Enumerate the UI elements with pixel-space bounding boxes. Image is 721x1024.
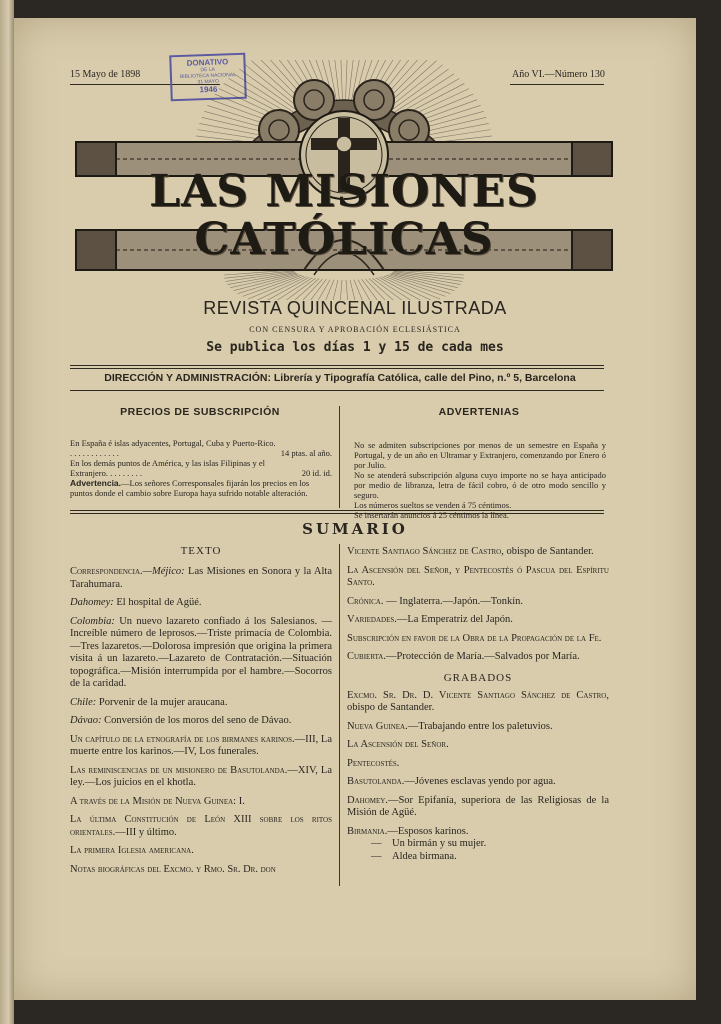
entry-rest: — Inglaterra.—Japón.—Tonkín. xyxy=(383,595,523,607)
entry-lead: Crónica. xyxy=(347,595,384,607)
texto-entry xyxy=(70,616,332,691)
sumario-divider xyxy=(339,544,340,886)
entry-rest: Un birmán y su mujer. xyxy=(392,838,487,849)
stamp-line-1: DONATIVO xyxy=(186,57,229,68)
sun-ray xyxy=(320,280,334,300)
texto-entry xyxy=(347,565,609,590)
entry-rest: Conversión de los moros del seno de Dávao. xyxy=(101,715,292,726)
texto-entry xyxy=(70,697,332,710)
entry-rest: obispo de Santander. xyxy=(503,546,594,557)
entry-rest: Porvenir de la mujer araucana. xyxy=(96,696,228,708)
advertencia-note xyxy=(70,478,332,498)
precio-row-price: 14 ptas. al año. xyxy=(280,448,332,458)
entry-lead: Pentecostés. xyxy=(347,757,400,769)
issue-date: 15 Mayo de 1898 xyxy=(70,69,141,80)
entry-lead: Excmo. Sr. Dr. D. Vicente Santiago Sánchez de Castro, xyxy=(347,689,609,701)
administration-address: DIRECCIÓN Y ADMINISTRACIÓN: Librería y Tipografía Católica, calle del Pino, n.º 5, Barcelona xyxy=(104,372,576,384)
grabado-entry xyxy=(347,690,609,715)
texto-list xyxy=(70,566,332,882)
sun-ray xyxy=(226,272,295,282)
entry-rest: obispo de Santander. xyxy=(347,702,435,713)
entry-lead: Vicente Santiago Sánchez de Castro, xyxy=(347,546,504,557)
entry-lead: Dahomey. xyxy=(347,794,388,806)
texto-entry xyxy=(70,566,332,591)
grabado-subentry xyxy=(347,838,609,851)
texto-entry xyxy=(347,614,609,627)
sun-ray xyxy=(345,60,348,105)
precio-row-text: En los demás puntos de América, y las islas Filipinas y el Extranjero. . . . . . . . . xyxy=(70,458,266,478)
entry-lead: Basutolanda. xyxy=(347,776,405,787)
entry-rest: —Trabajando entre los paletuvios. xyxy=(407,720,553,732)
entry-lead: Nueva Guinea. xyxy=(347,720,408,732)
advertencias-heading: ADVERTENIAS xyxy=(438,406,520,418)
precio-row-text: En España é islas adyacentes, Portugal, Cuba y Puerto-Rico. . . . . . . . . . . . . xyxy=(70,438,276,458)
texto-entry xyxy=(70,734,332,759)
texto-entry xyxy=(70,796,332,809)
texto-continued-list xyxy=(347,546,609,863)
entry-rest: Aldea birmana. xyxy=(392,850,457,862)
grabado-entry xyxy=(347,739,609,752)
entry-lead: La Ascensión del Señor, y Pentecostés ó Pascua del Espíritu Santo. xyxy=(347,564,609,588)
texto-entry xyxy=(347,596,609,609)
precio-row xyxy=(70,458,332,478)
stamp-line-5: 1946 xyxy=(199,84,218,95)
grabado-entry xyxy=(347,795,609,820)
entry-lead: A través de la Misión de Nueva Guinea: xyxy=(70,795,237,807)
sumario-rule xyxy=(70,510,604,514)
entry-lead: La primera Iglesia americana. xyxy=(70,845,194,856)
grabado-entry xyxy=(347,721,609,734)
subtitle: REVISTA QUINCENAL ILUSTRADA xyxy=(203,298,507,318)
stamp-line-3: BIBLIOTECA NACIONAL xyxy=(179,72,237,80)
grabados-heading: GRABADOS xyxy=(443,671,513,684)
advertencia-line: Se insertarán anuncios á 25 céntimos la línea. xyxy=(354,510,509,520)
entry-lead: La Ascensión del Señor. xyxy=(347,739,449,750)
texto-entry xyxy=(70,597,332,610)
stamp-line-4: 31 MAYO xyxy=(197,78,219,86)
entry-lead: Notas biográficas del Excmo. y Rmo. Sr. Dr. don xyxy=(70,863,276,875)
grabado-entry xyxy=(347,758,609,771)
texto-entry xyxy=(70,845,332,858)
entry-rest: I. xyxy=(236,795,245,807)
address-rule-bottom xyxy=(70,390,604,391)
issue-number: Año VI.—Número 130 xyxy=(512,69,605,80)
sun-ray xyxy=(365,279,395,300)
schedule-line: Se publica los días 1 y 15 de cada mes xyxy=(206,340,504,355)
entry-rest: Un nuevo lazareto confiado á los Salesianos. —Increíble número de leprosos.—Triste primacía de Colombia.—Tres lazaretos.—Dolorosa impresión que origina la primera visita á un lazareto.—Lazareto de Contratación.—Situación topográfica.—Misión interrumpida por el hambre.—Socorros de la caridad. xyxy=(70,615,332,689)
newspaper-page xyxy=(14,18,696,1000)
texto-heading: TEXTO xyxy=(180,545,222,557)
texto-entry xyxy=(347,651,609,664)
entry-place: Dahomey: xyxy=(70,597,114,608)
masthead xyxy=(74,60,614,300)
advertencia-line: No se admiten subscripciones por menos de un semestre en España y Portugal, y de un año en Ultramar y Extranjero, comenzando por Enero ó por Julio. xyxy=(354,440,606,470)
precios-heading: PRECIOS DE SUBSCRIPCIÓN xyxy=(120,406,280,418)
texto-entry xyxy=(347,633,609,646)
entry-rest: —Esposos karinos. xyxy=(387,825,469,837)
texto-entry xyxy=(70,715,332,728)
sun-ray xyxy=(393,272,462,282)
entry-lead: Birmania. xyxy=(347,825,388,837)
sumario-title: SUMARIO xyxy=(302,520,408,538)
sun-ray xyxy=(339,280,342,300)
masthead-title: LAS MISIONES CATÓLICAS xyxy=(149,166,539,265)
grabado-entry xyxy=(347,776,609,789)
entry-lead: Un capítulo de la etnografía de los birmanes karinos. xyxy=(70,733,295,745)
entry-rest: Las Misiones en Sonora y la Alta Tarahumara. xyxy=(70,566,332,590)
entry-dash: — xyxy=(371,850,382,862)
entry-rest: —III y último. xyxy=(115,826,177,838)
advertencia-text: —Los señores Corresponsales fijarán los precios en los puntos donde el cambio sobre Europa haya sufrido notable alteración. xyxy=(70,478,310,498)
sun-ray xyxy=(293,279,323,300)
advertencias-block xyxy=(354,440,606,520)
texto-entry xyxy=(347,546,609,559)
entry-lead: Correspondencia. xyxy=(70,566,143,577)
entry-dash: — xyxy=(371,838,382,849)
grabado-subentry xyxy=(347,851,609,864)
grabado-entry xyxy=(347,826,609,839)
precio-row xyxy=(70,438,332,458)
advertencia-line: Los números sueltos se venden á 75 céntimos. xyxy=(354,500,512,510)
entry-place: Colombia: xyxy=(70,615,115,627)
stamp-line-2: DE LA xyxy=(200,66,216,74)
entry-lead: Cubierta. xyxy=(347,651,386,662)
entry-rest: —XIV, La ley.—Los juicios en el khotla. xyxy=(70,764,332,788)
address-rule-top xyxy=(70,365,604,369)
adjacent-page-edge xyxy=(0,0,14,1024)
precios-divider xyxy=(339,406,340,508)
entry-rest: —La Emperatriz del Japón. xyxy=(396,614,513,625)
texto-entry xyxy=(70,864,332,877)
advertencia-line: No se atenderá subscripción alguna cuyo importe no se haya anticipado por medio de libranza, letra de fácil cobro, ó de otro modo sencillo y seguro. xyxy=(354,470,606,500)
entry-place: Dávao: xyxy=(70,715,102,726)
entry-lead: Subscripción en favor de la Obra de la Propagación de la Fe. xyxy=(347,632,602,644)
sun-ray xyxy=(346,280,349,300)
advertencia-label: Advertencia. xyxy=(70,478,122,488)
censura-line: CON CENSURA Y APROBACIÓN ECLESIÁSTICA xyxy=(249,325,461,334)
entry-rest: —Sor Epifanía, superiora de las Religiosas de la Misión de Agüé. xyxy=(347,794,609,818)
precio-row-price: 20 id. id. xyxy=(301,468,332,478)
entry-lead: La última Constitución de León XIII sobre los ritos orientales. xyxy=(70,814,332,838)
sun-ray xyxy=(330,280,338,300)
precios-block xyxy=(70,438,332,498)
entry-place: Chile: xyxy=(70,696,97,708)
entry-rest: —III, La muerte entre los karinos.—IV, Los funerales. xyxy=(70,733,332,757)
entry-rest: —Protección de María.—Salvados por María. xyxy=(385,651,580,662)
texto-entry xyxy=(70,814,332,839)
entry-lead: Las reminiscencias de un misionero de Basutolanda. xyxy=(70,764,288,776)
texto-entry xyxy=(70,765,332,790)
sun-ray xyxy=(340,60,343,105)
sun-ray xyxy=(350,280,358,300)
sun-ray xyxy=(354,280,368,300)
entry-place: —Méjico: xyxy=(142,566,185,577)
entry-rest: El hospital de Agüé. xyxy=(113,597,202,608)
entry-rest: —Jóvenes esclavas yendo por agua. xyxy=(404,776,556,787)
entry-lead: Variedades. xyxy=(347,614,397,625)
